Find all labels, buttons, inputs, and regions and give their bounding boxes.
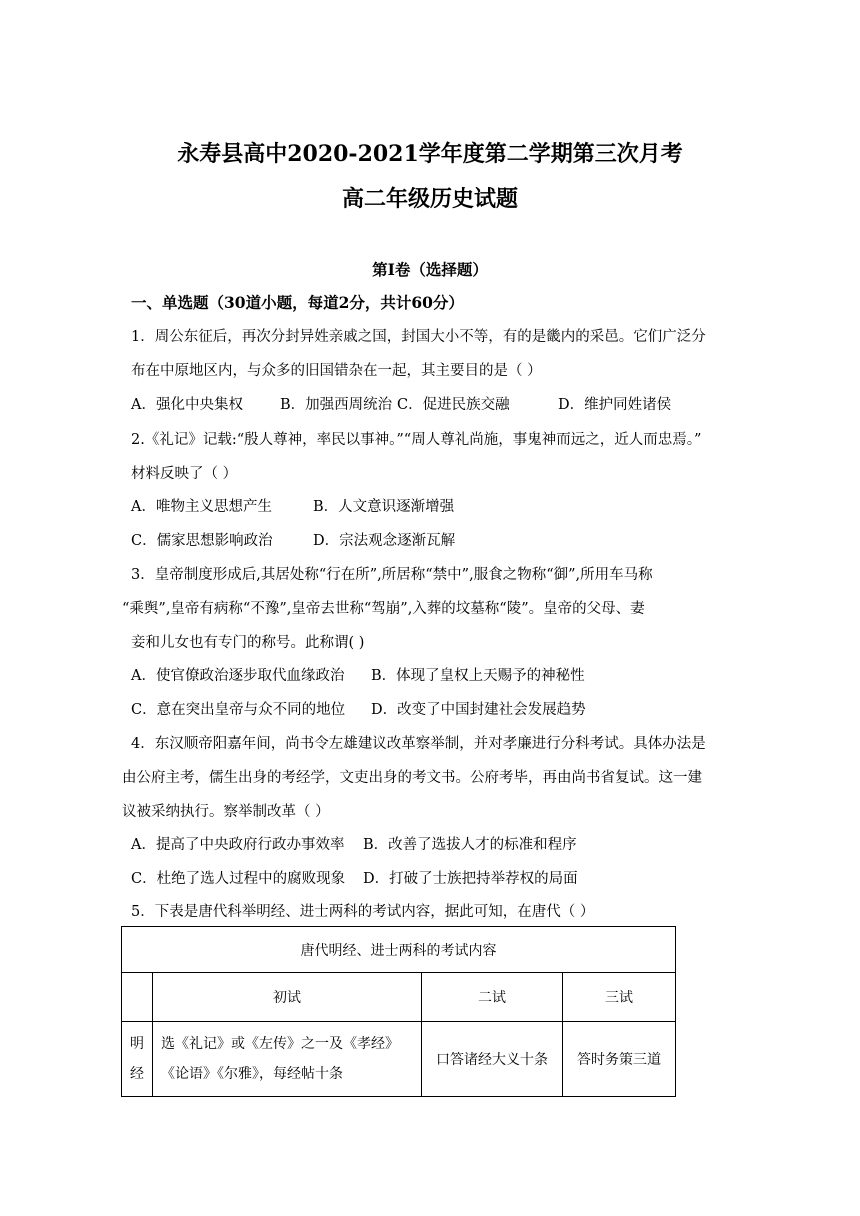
table-row-label [122, 1022, 153, 1097]
table-header-first: 初试 [153, 973, 422, 1022]
question-4-option-d: D．打破了士族把持举荐权的局面 [363, 871, 578, 887]
question-2-option-b: B．人文意识逐渐增强 [313, 499, 455, 515]
table-cell-third: 答时务策三道 [563, 1022, 676, 1097]
part-heading: 一、单选题（30道小题，每道2分，共计60分） [131, 293, 464, 312]
table-row-label-1: 明 [130, 1036, 144, 1052]
question-3-option-b: B．体现了皇权上天赐予的神秘性 [371, 668, 585, 684]
question-2-option-d: D．宗法观念逐渐瓦解 [313, 533, 456, 549]
table-header-third: 三试 [563, 973, 676, 1022]
table-header-second: 二试 [422, 973, 563, 1022]
table-cell-first [153, 1022, 422, 1097]
exam-content-table [121, 926, 676, 1097]
question-3-line-2: “乘舆”,皇帝有病称“不豫”,皇帝去世称“驾崩”,入葬的坟墓称“陵”。皇帝的父母、妻 [122, 601, 645, 617]
table-caption: 唐代明经、进士两科的考试内容 [122, 927, 676, 973]
question-1-line-1: 1．周公东征后，再次分封异姓亲戚之国，封国大小不等，有的是畿内的采邑。它们广泛分 [131, 329, 706, 345]
question-1-option-b: B．加强西周统治 [280, 397, 393, 413]
question-4-option-b: B．改善了选拔人才的标准和程序 [363, 837, 577, 853]
question-4-line-2: 由公府主考，儒生出身的考经学，文吏出身的考文书。公府考毕，再由尚书省复试。这一建 [122, 770, 702, 786]
table-cell-first-line-2: 《论语》《尔雅》，每经帖十条 [161, 1066, 343, 1082]
question-1-option-a: A．强化中央集权 [131, 397, 243, 413]
question-2-line-2: 材料反映了（ ） [131, 466, 238, 482]
question-2-option-c: C．儒家思想影响政治 [131, 533, 273, 549]
exam-title: 永寿县高中2020-2021学年度第二学期第三次月考 [177, 141, 683, 167]
question-1-option-c: C．促进民族交融 [397, 397, 510, 413]
question-3-option-d: D．改变了中国封建社会发展趋势 [371, 702, 586, 718]
question-3-line-1: 3．皇帝制度形成后,其居处称“行在所”,所居称“禁中”,服食之物称“御”,所用车马称 [131, 567, 653, 583]
table-row-label-2: 经 [130, 1066, 144, 1082]
table-cell-second: 口答诸经大义十条 [422, 1022, 563, 1097]
table-cell-first-line-1: 选《礼记》或《左传》之一及《孝经》 [161, 1036, 399, 1052]
question-3-option-a: A．使官僚政治逐步取代血缘政治 [131, 668, 345, 684]
question-3-option-c: C．意在突出皇帝与众不同的地位 [131, 702, 346, 718]
exam-subtitle: 高二年级历史试题 [341, 186, 518, 212]
question-3-line-3: 妾和儿女也有专门的称号。此称谓( ) [131, 635, 365, 651]
question-4-option-c: C．杜绝了选人过程中的腐败现象 [131, 871, 346, 887]
question-4-option-a: A．提高了中央政府行政办事效率 [131, 837, 345, 853]
question-4-line-1: 4．东汉顺帝阳嘉年间，尚书令左雄建议改革察举制，并对孝廉进行分科考试。具体办法是 [131, 736, 706, 752]
question-1-line-2: 布在中原地区内，与众多的旧国错杂在一起，其主要目的是（ ） [131, 363, 542, 379]
question-1-option-d: D．维护同姓诸侯 [558, 397, 672, 413]
table-header-empty [122, 973, 153, 1022]
question-2-option-a: A．唯物主义思想产生 [131, 499, 272, 515]
question-2-line-1: 2.《礼记》记载:“殷人尊神，率民以事神。”“周人尊礼尚施，事鬼神而远之，近人而忠焉。” [131, 432, 702, 448]
section-title: 第Ⅰ卷（选择题） [372, 260, 488, 279]
question-5-line-1: 5．下表是唐代科举明经、进士两科的考试内容，据此可知，在唐代（ ） [131, 904, 595, 920]
question-4-line-3: 议被采纳执行。察举制改革（ ） [122, 804, 330, 820]
